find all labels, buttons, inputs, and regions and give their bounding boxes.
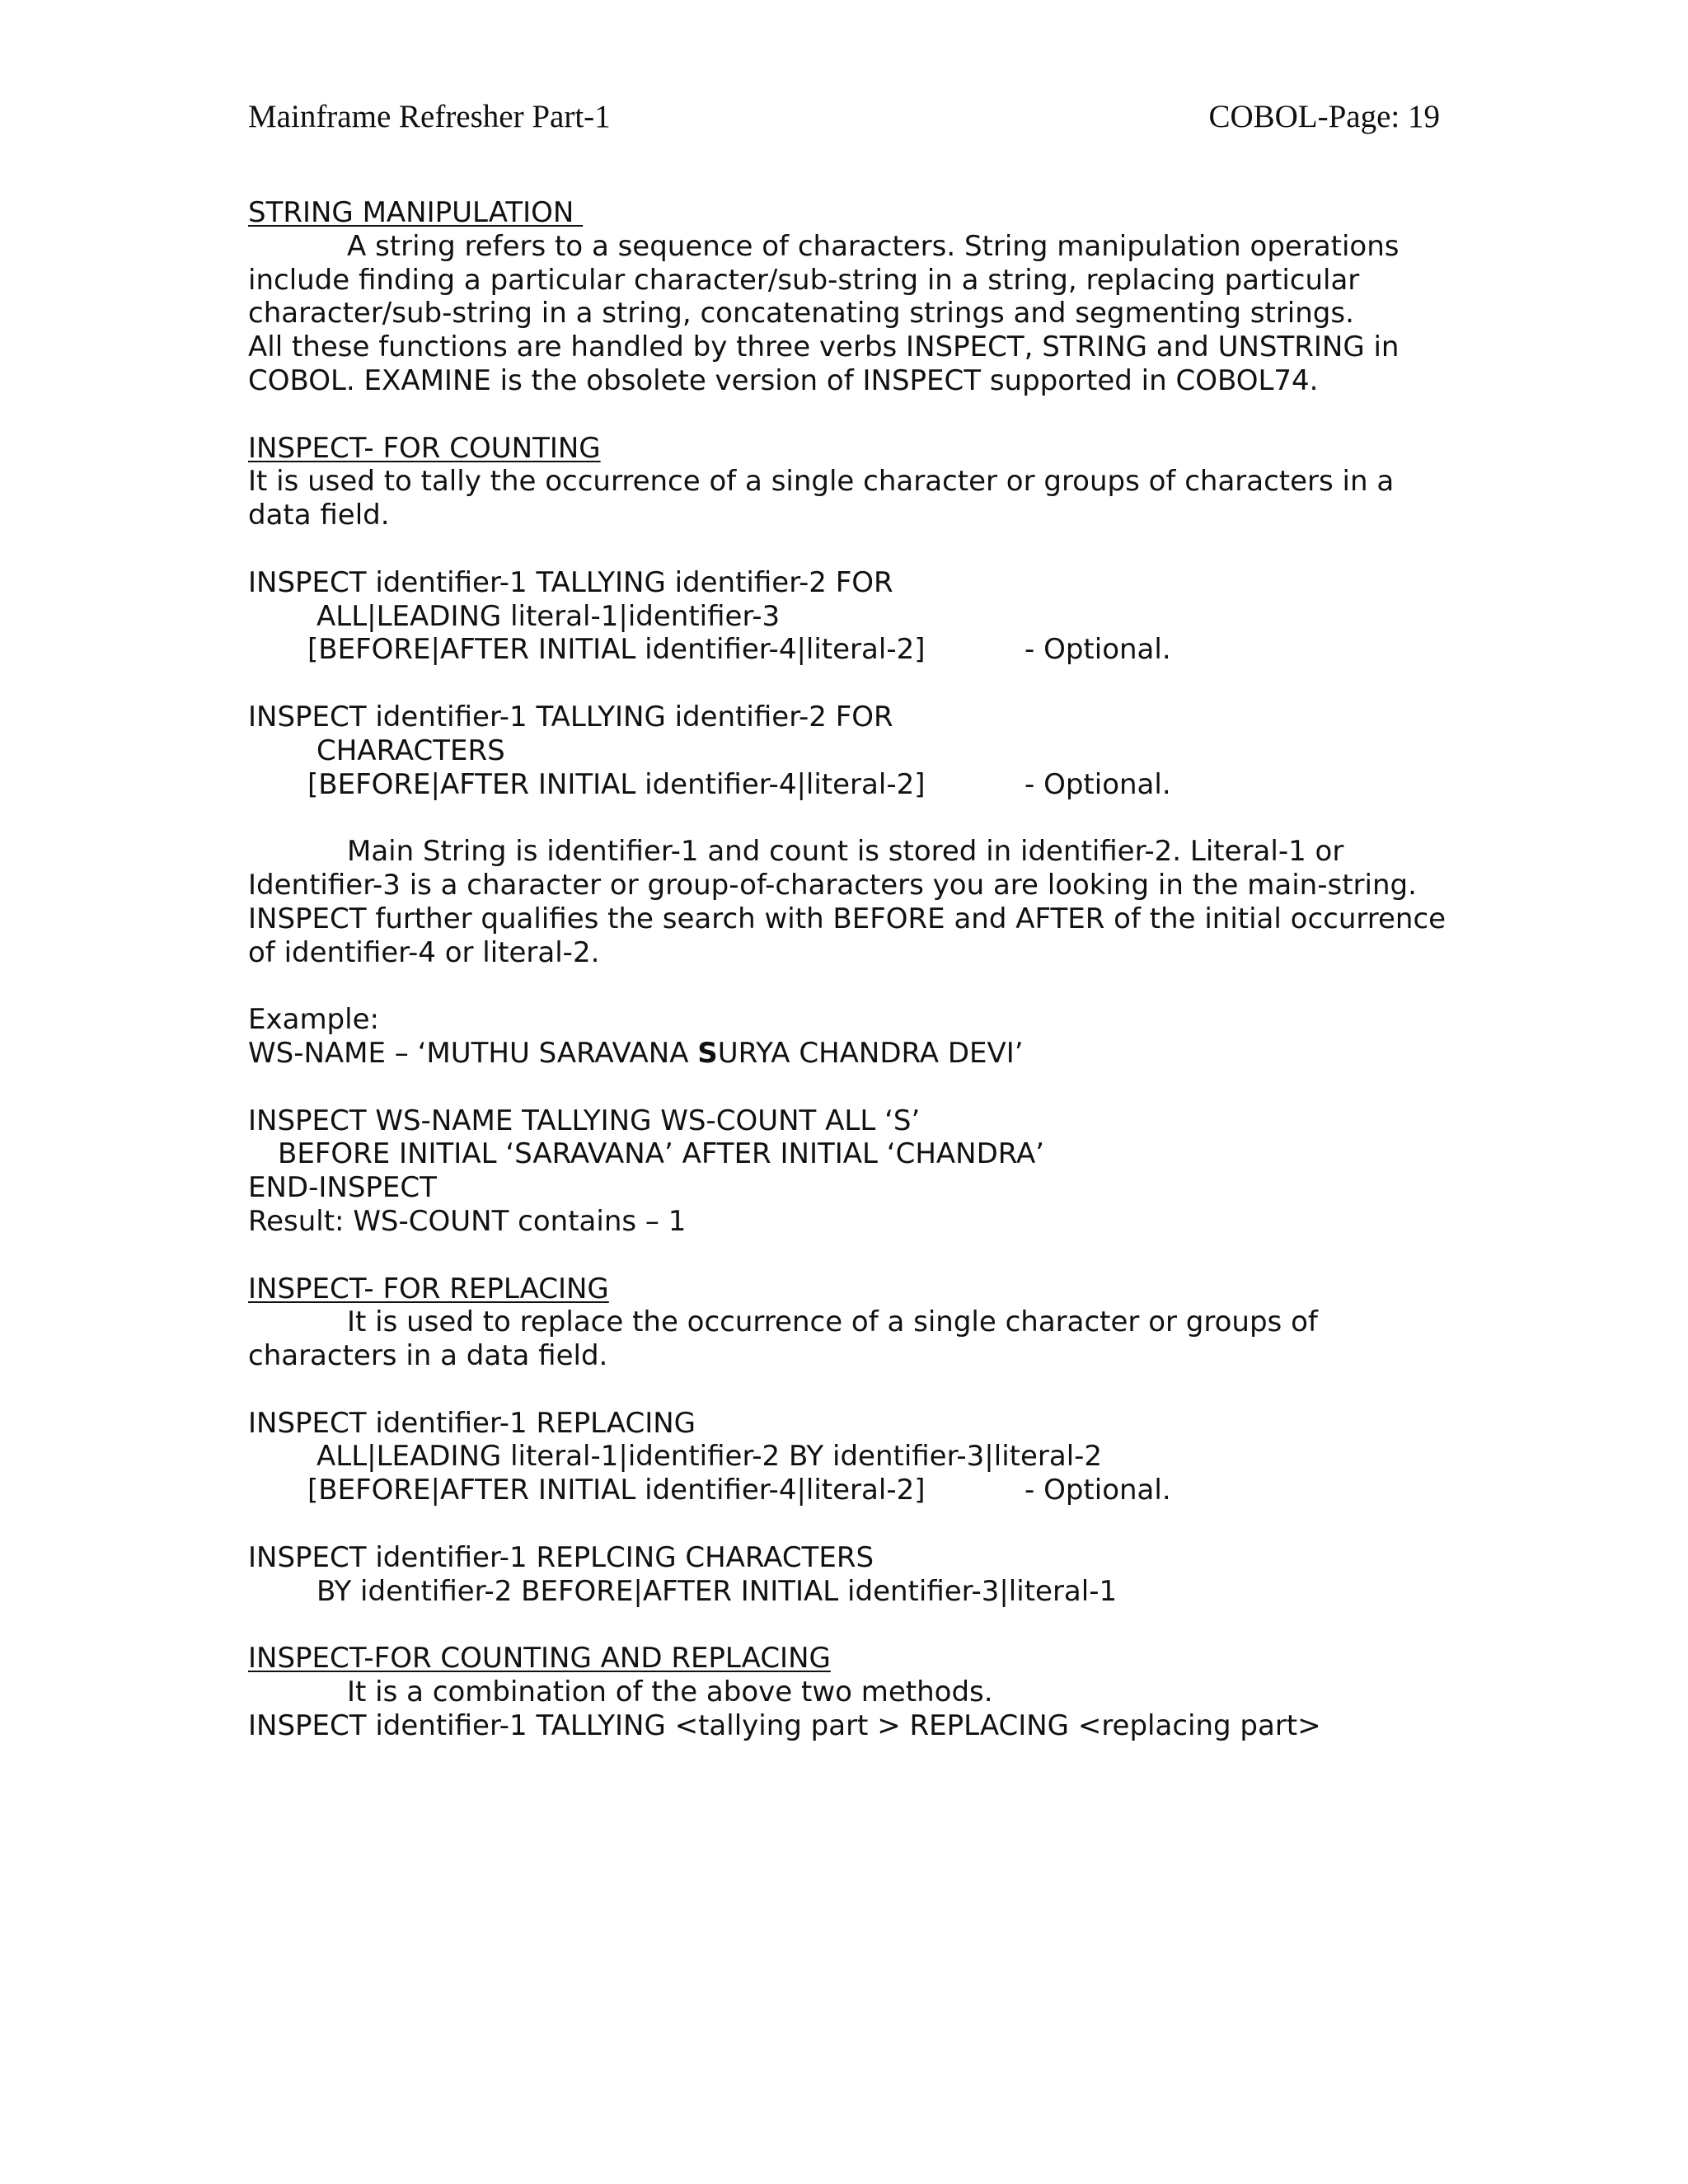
optional-note: - Optional. [1025,633,1171,667]
syntax-text: [BEFORE|AFTER INITIAL identifier-4|literal-2] [307,1474,926,1507]
syntax-line: ALL|LEADING literal-1|identifier-2 BY identifier-3|literal-2 [316,1440,1103,1474]
section-heading-string-manipulation: STRING MANIPULATION [248,196,584,229]
syntax-line-optional [248,1474,1451,1507]
section-heading-inspect-counting: INSPECT- FOR COUNTING [248,431,601,465]
optional-note: - Optional. [1025,1474,1171,1507]
paragraph-line: of identifier-4 or literal-2. [248,935,600,969]
paragraph-line: Main String is identifier-1 and count is stored in identifier-2. Literal-1 or [347,835,1344,869]
example-result: Result: WS-COUNT contains – 1 [248,1204,687,1238]
syntax-text: [BEFORE|AFTER INITIAL identifier-4|literal-2] [307,767,926,801]
paragraph-line: include finding a particular character/sub-string in a string, replacing particular [248,263,1360,297]
ws-name-bold-letter: S [697,1036,718,1070]
spacer [248,1608,1451,1642]
page-content [248,196,1451,1743]
syntax-line: INSPECT identifier-1 REPLCING CHARACTERS [248,1540,874,1574]
paragraph-line: It is used to tally the occurrence of a single character or groups of characters in a [248,465,1395,499]
paragraph-line: It is used to replace the occurrence of a single character or groups of [347,1305,1318,1339]
section-heading-inspect-counting-replacing: INSPECT-FOR COUNTING AND REPLACING [248,1642,831,1675]
syntax-line: CHARACTERS [316,733,505,767]
syntax-line: ALL|LEADING literal-1|identifier-3 [316,599,781,633]
spacer [248,398,1451,432]
syntax-line: INSPECT identifier-1 TALLYING <tallying part > REPLACING <replacing part> [248,1708,1321,1742]
paragraph-line: data field. [248,499,390,532]
spacer [248,969,1451,1003]
spacer [248,667,1451,701]
syntax-text: [BEFORE|AFTER INITIAL identifier-4|literal-2] [307,633,926,667]
example-code-line: BEFORE INITIAL ‘SARAVANA’ AFTER INITIAL ‘CHANDRA’ [278,1137,1045,1171]
syntax-line: INSPECT identifier-1 TALLYING identifier-2 FOR [248,700,893,733]
syntax-line: INSPECT identifier-1 REPLACING [248,1406,696,1440]
syntax-line: INSPECT identifier-1 TALLYING identifier-2 FOR [248,565,893,599]
example-label: Example: [248,1003,379,1037]
spacer [248,1239,1451,1272]
header-title: Mainframe Refresher Part-1 [248,99,611,134]
paragraph-line: Identifier-3 is a character or group-of-characters you are looking in the main-string. [248,868,1417,902]
syntax-line-optional [248,768,1451,802]
page-header [248,92,1440,142]
optional-note: - Optional. [1025,767,1171,801]
spacer [248,532,1451,566]
paragraph-line: COBOL. EXAMINE is the obsolete version of INSPECT supported in COBOL74. [248,363,1319,397]
ws-name-prefix: WS-NAME – ‘MUTHU SARAVANA [248,1036,698,1070]
paragraph-line: characters in a data field. [248,1339,608,1373]
example-code-line: END-INSPECT [248,1171,437,1205]
syntax-line: BY identifier-2 BEFORE|AFTER INITIAL identifier-3|literal-1 [316,1574,1118,1608]
spacer [248,801,1451,835]
section-heading-inspect-replacing: INSPECT- FOR REPLACING [248,1272,609,1305]
example-code-line: INSPECT WS-NAME TALLYING WS-COUNT ALL ‘S’ [248,1104,921,1137]
spacer [248,1373,1451,1407]
paragraph-line: INSPECT further qualifies the search with BEFORE and AFTER of the initial occurrence [248,902,1447,935]
ws-name-suffix: URYA CHANDRA DEVI’ [717,1036,1024,1070]
paragraph-line: It is a combination of the above two methods. [347,1675,993,1709]
paragraph-line: A string refers to a sequence of characters. String manipulation operations [347,229,1400,263]
header-page-number: COBOL-Page: 19 [1208,99,1440,134]
spacer [248,1507,1451,1541]
paragraph-line: All these functions are handled by three verbs INSPECT, STRING and UNSTRING in [248,330,1400,364]
spacer [248,1071,1451,1104]
syntax-line-optional [248,633,1451,667]
paragraph-line: character/sub-string in a string, concatenating strings and segmenting strings. [248,297,1354,330]
example-ws-name [248,1037,1451,1071]
